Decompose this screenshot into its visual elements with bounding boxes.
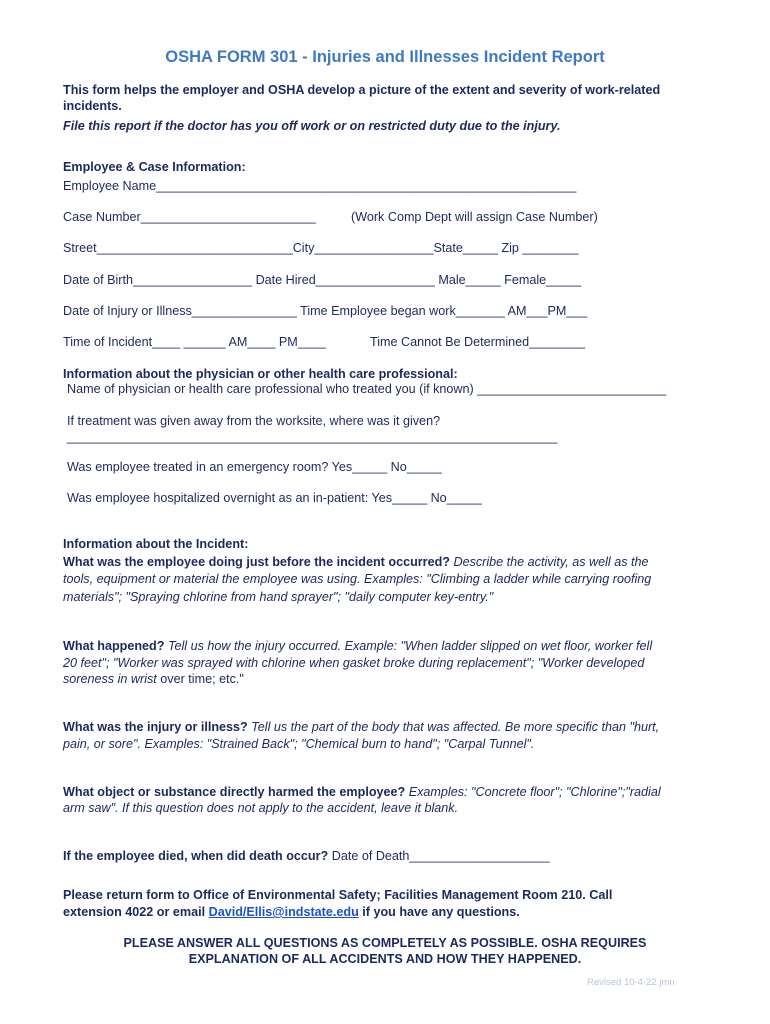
question-what-happened-hint-3-ital: soreness in wrist	[63, 672, 157, 686]
birth-hired-gender-fields[interactable]: Date of Birth_________________ Date Hired_________________ Male_____ Female_____	[63, 273, 582, 287]
physician-section-heading: Information about the physician or other health care professional:	[63, 367, 458, 381]
revision-note: Revised 10-4-22 jmn	[587, 977, 675, 988]
return-instructions-pre: extension 4022 or email	[63, 905, 209, 919]
question-what-happened-hint: Tell us how the injury occurred. Example: "When ladder slipped on wet floor, worker fell	[167, 639, 653, 653]
return-instructions-post: if you have any questions.	[358, 905, 520, 919]
question-before-incident	[63, 555, 649, 569]
incident-section-heading: Information about the Incident:	[63, 537, 249, 551]
email-link[interactable]: David/Ellis@indstate.edu	[208, 905, 359, 919]
intro-line-1: This form helps the employer and OSHA develop a picture of the extent and severity of work-related	[63, 83, 661, 97]
injury-date-fields[interactable]: Date of Injury or Illness_______________ Time Employee began work_______ AM___PM___	[63, 304, 588, 318]
question-injury-illness-hint-2: pain, or sore". Examples: "Strained Back"; "Chemical burn to hand"; "Carpal Tunnel".	[63, 737, 535, 751]
question-before-incident-hint-2: tools, equipment or material the employee was using. Examples: "Climbing a ladder while carrying roofing	[63, 572, 652, 586]
question-object-substance	[63, 785, 661, 799]
question-what-happened-hint-3	[63, 672, 244, 686]
emergency-room-question[interactable]: Was employee treated in an emergency room? Yes_____ No_____	[67, 460, 442, 474]
return-instructions-line-2	[63, 905, 520, 919]
question-injury-illness-label: What was the injury or illness?	[63, 720, 248, 734]
question-what-happened-hint-2: 20 feet"; "Worker was sprayed with chlorine when gasket broke during replacement"; "Worker developed	[63, 656, 645, 670]
hospitalized-question[interactable]: Was employee hospitalized overnight as an in-patient: Yes_____ No_____	[67, 491, 482, 505]
case-number-field[interactable]: Case Number_________________________	[63, 210, 316, 224]
question-before-incident-label: What was the employee doing just before the incident occurred?	[63, 555, 450, 569]
question-death-label: If the employee died, when did death occur?	[63, 849, 329, 863]
question-object-substance-hint-2: arm saw". If this question does not apply to the accident, leave it blank.	[63, 801, 459, 815]
question-what-happened-label: What happened?	[63, 639, 165, 653]
incident-time-fields[interactable]: Time of Incident____ ______ AM____ PM____	[63, 335, 326, 349]
case-number-note: (Work Comp Dept will assign Case Number)	[351, 210, 598, 224]
notice-line-1: PLEASE ANSWER ALL QUESTIONS AS COMPLETELY AS POSSIBLE. OSHA REQUIRES	[123, 936, 647, 950]
question-object-substance-hint: Examples: "Concrete floor"; "Chlorine";"radial	[408, 785, 661, 799]
question-object-substance-label: What object or substance directly harmed the employee?	[63, 785, 406, 799]
page-title: OSHA FORM 301 - Injuries and Illnesses Incident Report	[165, 48, 605, 66]
intro-line-2: incidents.	[63, 99, 122, 113]
physician-name-field[interactable]: Name of physician or health care professional who treated you (if known) ___________________________	[67, 382, 667, 396]
question-what-happened	[63, 639, 652, 653]
treatment-location-field[interactable]: ______________________________________________________________________	[67, 430, 558, 444]
date-of-death-field[interactable]: Date of Death____________________	[331, 849, 550, 863]
return-instructions-line-1: Please return form to Office of Environmental Safety; Facilities Management Room 210. Call	[63, 888, 613, 902]
time-cannot-determine-field[interactable]: Time Cannot Be Determined________	[370, 335, 586, 349]
address-fields[interactable]: Street____________________________City_________________State_____ Zip ________	[63, 241, 579, 255]
question-death	[63, 849, 550, 863]
intro-instruction: File this report if the doctor has you off work or on restricted duty due to the injury.	[63, 119, 561, 133]
notice-line-2: EXPLANATION OF ALL ACCIDENTS AND HOW THEY HAPPENED.	[188, 952, 582, 966]
employee-name-field[interactable]: Employee Name____________________________________________________________	[63, 179, 577, 193]
question-injury-illness-hint: Tell us the part of the body that was affected. Be more specific than "hurt,	[251, 720, 660, 734]
question-before-incident-hint-3: materials"; "Spraying chlorine from hand sprayer"; "daily computer key-entry."	[63, 590, 494, 604]
question-injury-illness	[63, 720, 659, 734]
employee-section-heading: Employee & Case Information:	[63, 160, 246, 174]
question-what-happened-hint-3-plain: over time; etc."	[156, 672, 244, 686]
question-before-incident-hint: Describe the activity, as well as the	[453, 555, 649, 569]
treatment-location-question: If treatment was given away from the worksite, where was it given?	[67, 414, 441, 428]
